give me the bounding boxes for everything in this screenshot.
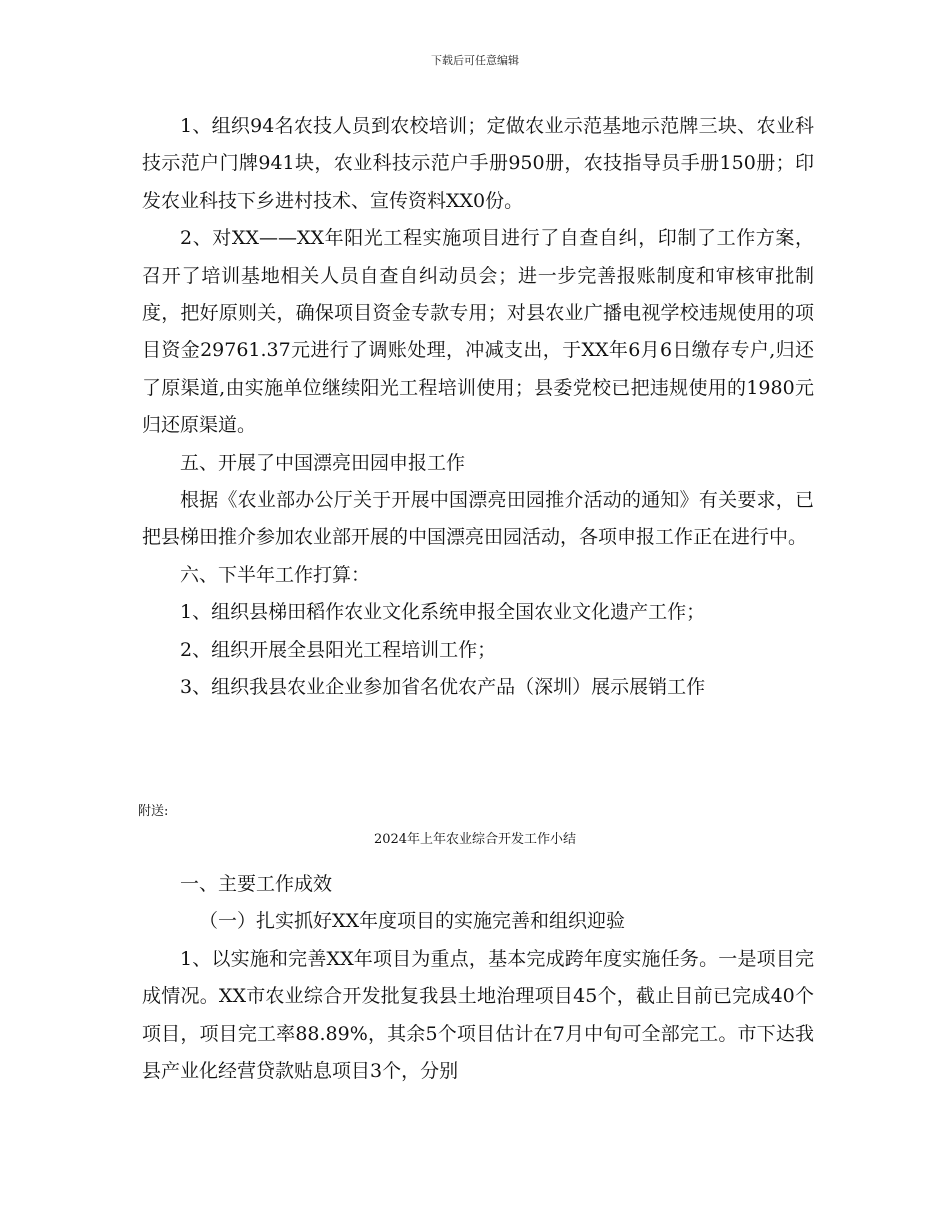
plan-item-2: 2、组织开展全县阳光工程培训工作；	[180, 638, 497, 661]
plan-item-3: 3、组织我县农业企业参加省名优农产品（深圳）展示展销工作	[180, 676, 706, 699]
paragraph-beautiful-fields: 根据《农业部办公厅关于开展中国漂亮田园推介活动的通知》有关要求，已把县梯田推介参加农业部开展的中国漂亮田园活动，各项申报工作正在进行中。	[142, 489, 814, 549]
appendix-title: 2024年上年农业综合开发工作小结	[373, 832, 577, 847]
appendix-label: 附送:	[138, 804, 169, 819]
section-b	[142, 866, 814, 1090]
plan-item-1: 1、组织县梯田稻作农业文化系统申报全国农业文化遗产工作；	[180, 601, 706, 624]
subheading-project-implementation: （一）扎实抓好XX年度项目的实施完善和组织迎验	[199, 910, 626, 933]
heading-second-half-plan: 六、下半年工作打算：	[180, 563, 371, 586]
heading-main-results: 一、主要工作成效	[180, 873, 333, 895]
paragraph-project-completion: 1、以实施和完善XX年项目为重点，基本完成跨年度实施任务。一是项目完成情况。XX市农业综合开发批复我县土地治理项目45个，截止目前已完成40个项目，项目完工率88.89%，其余5个项目估计在7月中旬可全部完工。市下达我县产业化经营贷款贴息项目3个，分别	[142, 947, 814, 1083]
heading-beautiful-fields: 五、开展了中国漂亮田园申报工作	[180, 451, 466, 474]
page-header: 下载后可任意编辑	[431, 54, 519, 67]
paragraph-sunshine-project: 2、对XX——XX年阳光工程实施项目进行了自查自纠，印制了工作方案，召开了培训基地相关人员自查自纠动员会；进一步完善报账制度和审核审批制度，把好原则关，确保项目资金专款专用；对县农业广播电视学校违规使用的项目资金29761.37元进行了调账处理，冲减支出，于XX年6月6日缴存专户,归还了原渠道,由实施单位继续阳光工程培训使用；县委党校已把违规使用的1980元归还原渠道。	[142, 227, 814, 437]
section-a	[142, 108, 814, 707]
paragraph-training: 1、组织94名农技人员到农校培训；定做农业示范基地示范牌三块、农业科技示范户门牌941块，农业科技示范户手册950册，农技指导员手册150册；印发农业科技下乡进村技术、宣传资料XX0份。	[142, 115, 814, 212]
